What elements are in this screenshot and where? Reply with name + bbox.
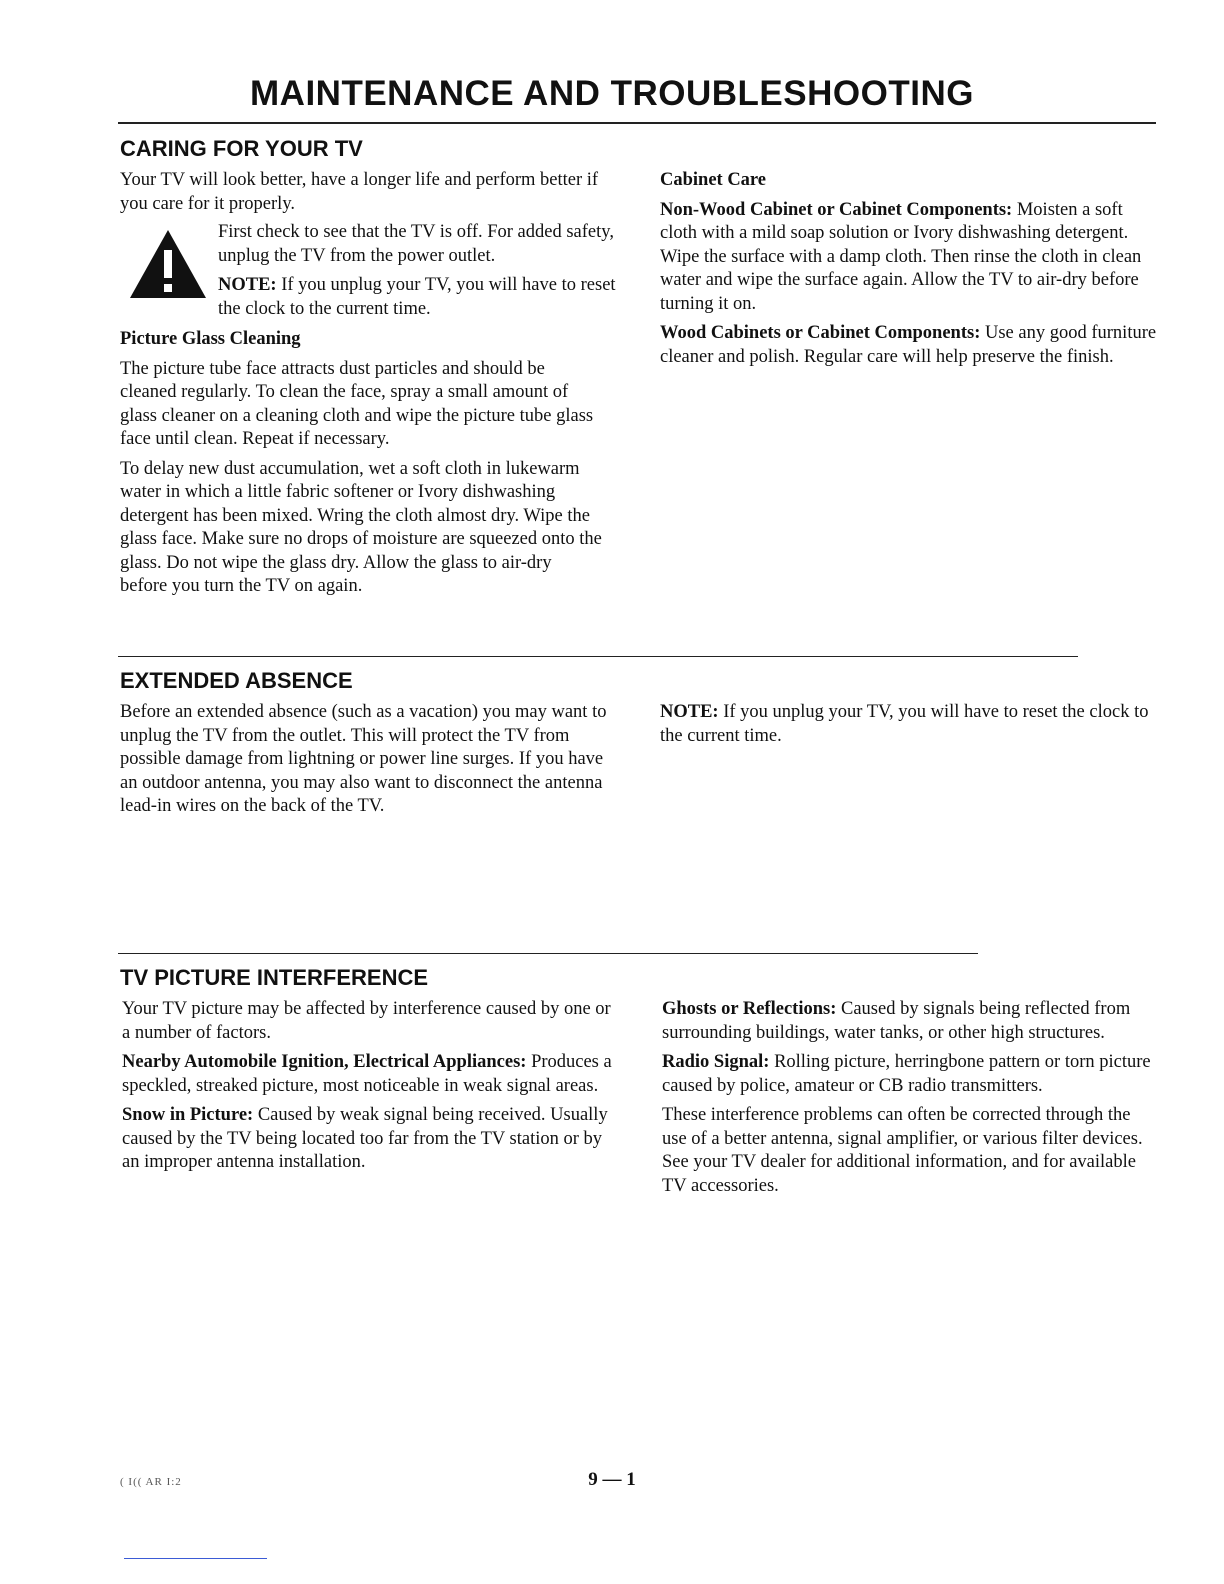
automobile-ignition-label: Nearby Automobile Ignition, Electrical Appliances:	[122, 1052, 527, 1072]
absence-text: Before an extended absence (such as a vacation) you may want to unplug the TV from the outlet. This will protect the TV from possible damage from lightning or power line surges. If you have an outdoor antenna, you may also want to disconnect the antenna lead-in wires on the back of the TV.	[120, 702, 607, 816]
page-number: 9 — 1	[588, 1469, 636, 1490]
correction-paragraph: These interference problems can often be corrected through the use of a better antenna, signal amplifier, or various filter devices. See your TV dealer for additional information, and for available TV accessories.	[662, 1105, 1143, 1196]
absence-left-column	[120, 701, 610, 825]
nonwood-cabinet-paragraph	[660, 199, 1158, 317]
snow-paragraph	[122, 1104, 612, 1175]
glass-cleaning-p2: To delay new dust accumulation, wet a soft cloth in lukewarm water in which a little fabric softener or Ivory dishwashing detergent has been mixed. Wring the cloth almost dry. Wipe the glass face. Make sure no drops of moisture are squeezed onto the glass. Do not wipe the glass dry. Allow the glass to air-dry before you turn the TV on again.	[120, 458, 602, 596]
footer-link-underline	[124, 1558, 267, 1559]
radio-signal-text: Rolling picture, herringbone pattern or torn picture caused by police, amateur or CB radio transmitters.	[662, 1052, 1151, 1096]
automobile-ignition-text: Produces a speckled, streaked picture, most noticeable in weak signal areas.	[122, 1052, 612, 1096]
wood-cabinet-label: Wood Cabinets or Cabinet Components:	[660, 323, 981, 343]
absence-right-column	[660, 701, 1150, 754]
cabinet-care-heading: Cabinet Care	[660, 170, 767, 190]
absence-note	[660, 701, 1150, 748]
radio-signal-paragraph	[662, 1051, 1158, 1098]
ghosts-paragraph	[662, 998, 1158, 1045]
glass-cleaning-heading: Picture Glass Cleaning	[120, 329, 301, 349]
caring-intro: Your TV will look better, have a longer life and perform better if you care for it properly.	[120, 170, 599, 214]
glass-cleaning-p1: The picture tube face attracts dust particles and should be cleaned regularly. To clean the face, spray a small amount of glass cleaner on a cleaning cloth and wipe the picture tube glass face until clean. Repeat if necessary.	[120, 358, 594, 449]
warning-triangle-icon	[128, 228, 208, 300]
snow-label: Snow in Picture:	[122, 1105, 254, 1125]
caring-heading: CARING FOR YOUR TV	[120, 136, 363, 161]
radio-signal-label: Radio Signal:	[662, 1052, 770, 1072]
interference-intro: Your TV picture may be affected by interference caused by one or a number of factors.	[122, 999, 611, 1043]
glass-cleaning-section	[120, 328, 602, 605]
ghosts-label: Ghosts or Reflections:	[662, 999, 837, 1019]
interference-heading: TV PICTURE INTERFERENCE	[120, 965, 429, 990]
absence-divider	[118, 656, 1078, 657]
caring-left-column	[120, 169, 610, 222]
automobile-ignition-paragraph	[122, 1051, 612, 1098]
wood-cabinet-paragraph	[660, 322, 1158, 369]
interference-divider	[118, 953, 978, 954]
absence-heading: EXTENDED ABSENCE	[120, 668, 353, 693]
warning-text: First check to see that the TV is off. For added safety, unplug the TV from the power outlet.	[218, 222, 614, 266]
absence-note-label: NOTE:	[660, 702, 719, 722]
snow-text: Caused by weak signal being received. Usually caused by the TV being located too far from the TV station or by an improper antenna installation.	[122, 1105, 608, 1172]
title-divider	[118, 122, 1156, 124]
warning-block	[218, 221, 618, 327]
absence-note-text: If you unplug your TV, you will have to reset the clock to the current time.	[660, 702, 1149, 746]
interference-right-column	[662, 998, 1158, 1204]
page-title: MAINTENANCE AND TROUBLESHOOTING	[250, 74, 974, 113]
wood-cabinet-text: Use any good furniture cleaner and polish. Regular care will help preserve the finish.	[660, 323, 1157, 367]
cabinet-care-section	[660, 169, 1158, 375]
warning-note-text: If you unplug your TV, you will have to reset the clock to the current time.	[218, 275, 616, 319]
interference-left-column	[122, 998, 612, 1181]
ghosts-text: Caused by signals being reflected from surrounding buildings, water tanks, or other high structures.	[662, 999, 1131, 1043]
footer-code: ( I(( AR I:2	[120, 1476, 182, 1488]
nonwood-cabinet-text: Moisten a soft cloth with a mild soap solution or Ivory dishwashing detergent. Wipe the surface with a damp cloth. Then rinse the cloth in clean water and wipe the surface again. Allow the TV to air-dry before turning it on.	[660, 199, 1142, 314]
nonwood-cabinet-label: Non-Wood Cabinet or Cabinet Components:	[660, 199, 1013, 220]
warning-note	[218, 274, 618, 321]
warning-note-label: NOTE:	[218, 275, 277, 295]
